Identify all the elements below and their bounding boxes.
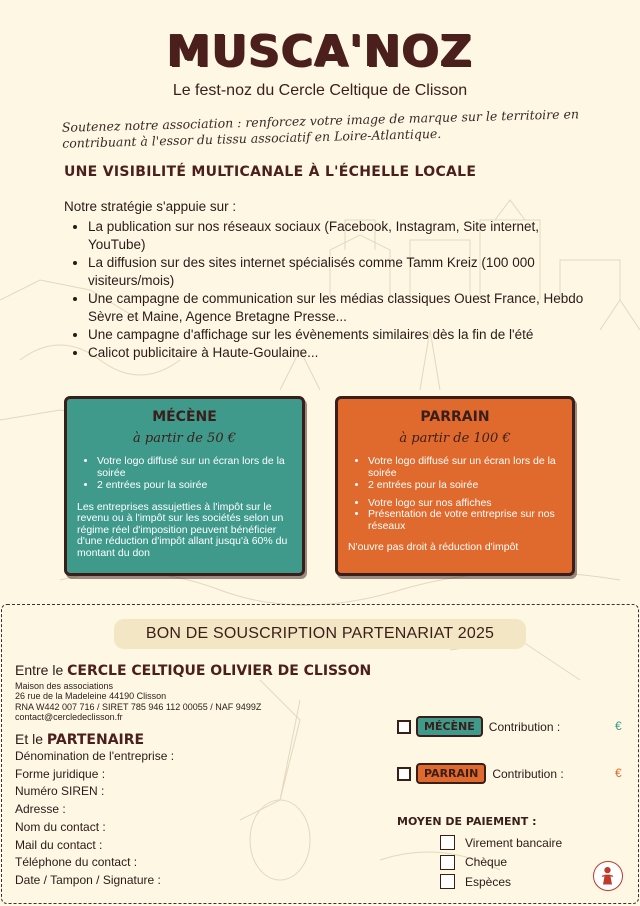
transfer-checkbox[interactable] <box>440 835 455 850</box>
between-prefix: Entre le <box>15 662 68 678</box>
payment-options <box>440 833 562 892</box>
strategy-item: • Calicot publicitaire à Haute-Goulaine... <box>88 344 584 362</box>
parrain-contribution-label: Contribution : <box>492 766 564 781</box>
field-contact-name[interactable]: Nom du contact : <box>15 819 106 834</box>
poster-title: MUSCA'NOZ <box>166 26 474 77</box>
field-contact-phone[interactable]: Téléphone du contact : <box>15 855 138 870</box>
choice-mecene <box>397 716 560 737</box>
mecene-tier-card <box>64 396 305 576</box>
org-detail-line: contact@cercledeclisson.fr <box>15 711 123 722</box>
benefit-item: • Votre logo diffusé sur un écran lors de la soirée <box>97 456 292 479</box>
field-signature[interactable]: Date / Tampon / Signature : <box>15 872 161 887</box>
payment-option-cheque[interactable] <box>440 853 562 873</box>
strategy-item: • La diffusion sur des sites internet spécialisés comme Tamm Kreiz (100 000 visiteurs/mois) <box>88 254 584 290</box>
partner-line <box>15 731 144 748</box>
field-legal-form[interactable]: Forme juridique : <box>15 766 106 781</box>
strategy-item: • Une campagne d'affichage sur les évènements similaires dès la fin de l'été <box>88 326 584 344</box>
cheque-checkbox[interactable] <box>440 855 455 870</box>
strategy-lead: Notre stratégie s'appuie sur : <box>64 199 237 214</box>
partner-prefix: Et le <box>15 731 47 747</box>
mecene-checkbox[interactable] <box>397 720 411 734</box>
benefit-item: • Votre logo sur nos affiches <box>368 498 562 510</box>
payment-option-transfer[interactable] <box>440 833 562 853</box>
parrain-euro-sign: € <box>615 766 622 780</box>
partner-fields <box>15 748 174 890</box>
strategy-item: • La publication sur nos réseaux sociaux (Facebook, Instagram, Site internet, YouTube) <box>88 218 584 254</box>
payment-option-label: Virement bancaire <box>465 835 563 850</box>
org-name: CERCLE CELTIQUE OLIVIER DE CLISSON <box>67 663 372 679</box>
strategy-item: • Une campagne de communication sur les médias classiques Ouest France, Hebdo Sèvre et Maine, Agence Bretagne Presse... <box>88 290 584 326</box>
benefit-item: • 2 entrées pour la soirée <box>368 480 562 492</box>
parrain-tier-price: à partir de 100 € <box>399 431 511 446</box>
parrain-tier-name: PARRAIN <box>420 409 490 425</box>
field-contact-mail[interactable]: Mail du contact : <box>15 837 103 852</box>
strategy-block <box>64 198 584 362</box>
payment-option-label: Espèces <box>465 874 512 889</box>
poster-subtitle: Le fest-noz du Cercle Celtique de Clisson <box>172 82 468 99</box>
coupon-title: BON DE SOUSCRIPTION PARTENARIAT 2025 <box>114 619 526 649</box>
payment-option-cash[interactable] <box>440 872 562 892</box>
mecene-tax-note: Les entreprises assujetties à l'impôt sur le revenu ou à l'impôt sur les sociétés selon un régime réel d'imposition peuvent bénéficier d'une réduction d'impôt allant jusqu'à 60% du montant du don <box>77 500 288 559</box>
mecene-pill: MÉCÈNE <box>416 716 483 737</box>
between-line <box>15 662 371 679</box>
cash-checkbox[interactable] <box>440 874 455 889</box>
mecene-contribution-label: Contribution : <box>488 719 561 734</box>
mecene-tier-name: MÉCÈNE <box>152 409 217 425</box>
visibility-heading: UNE VISIBILITÉ MULTICANALE À L'ÉCHELLE LOCALE <box>64 164 477 180</box>
parrain-benefits <box>368 456 562 492</box>
mecene-euro-sign: € <box>615 719 622 733</box>
mecene-benefits <box>97 456 292 492</box>
parrain-tier-card <box>335 396 575 576</box>
payment-option-label: Chèque <box>465 855 508 870</box>
benefit-item: • 2 entrées pour la soirée <box>97 480 292 492</box>
intro-text: Soutenez notre association : renforcez votre image de marque sur le territoire en contribuant à l'essor du tissu associatif en Loire-Atlantique. <box>61 106 580 151</box>
field-siren[interactable]: Numéro SIREN : <box>15 784 105 799</box>
org-details <box>15 681 261 722</box>
benefit-item: • Votre logo diffusé sur un écran lors de la soirée <box>368 456 562 479</box>
partner-label: PARTENAIRE <box>46 732 145 748</box>
benefit-item: • Présentation de votre entreprise sur nos réseaux <box>368 509 562 532</box>
parrain-pill: PARRAIN <box>416 763 486 784</box>
field-address[interactable]: Adresse : <box>15 802 66 817</box>
parrain-extra-benefits <box>368 498 562 533</box>
parrain-checkbox[interactable] <box>397 767 411 781</box>
org-detail-line: Maison des associations <box>15 681 114 691</box>
field-company-name[interactable]: Dénomination de l'entreprise : <box>15 749 175 763</box>
payment-heading: MOYEN DE PAIEMENT : <box>397 815 537 828</box>
org-detail-line: 26 rue de la Madeleine 44190 Clisson <box>15 691 167 702</box>
choice-parrain <box>397 763 564 784</box>
mecene-tier-price: à partir de 50 € <box>133 431 236 446</box>
org-detail-line: RNA W442 007 716 / SIRET 785 946 112 00055 / NAF 9499Z <box>15 701 262 712</box>
parrain-tax-note: N'ouvre pas droit à réduction d'impôt <box>348 541 519 553</box>
cercle-logo-icon <box>593 861 623 891</box>
strategy-list <box>88 218 584 362</box>
